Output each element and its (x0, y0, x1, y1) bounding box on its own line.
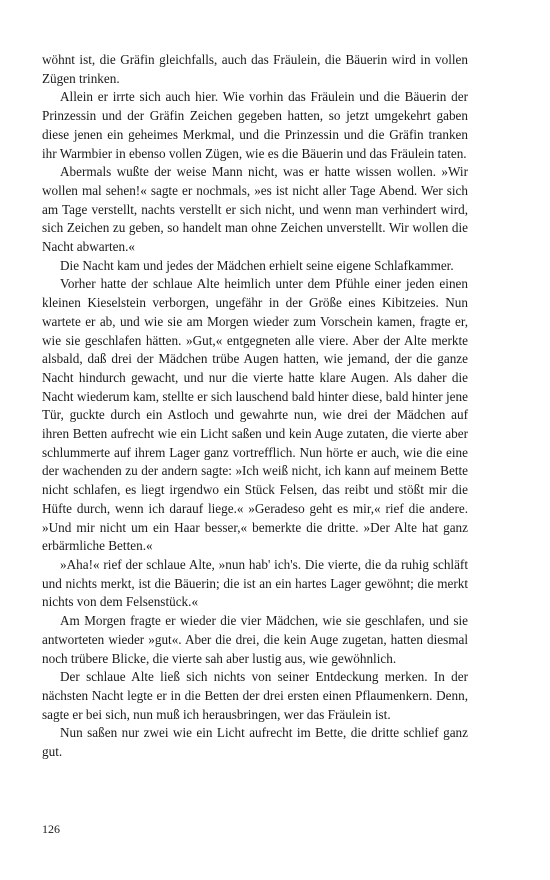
body-text (42, 51, 468, 762)
paragraph: »Aha!« rief der schlaue Alte, »nun hab' ich's. Die vierte, die da ruhig schläft und nichts merkt, ist die Bäuerin; die ist an ein hartes Lager gewöhnt; die merkt nichts von dem Felsenstück.« (42, 556, 468, 610)
paragraph: Nun saßen nur zwei wie ein Licht aufrecht im Bette, die dritte schlief ganz gut. (42, 725, 468, 760)
paragraph-continuation: wöhnt ist, die Gräfin gleichfalls, auch das Fräulein, die Bäuerin wird in vollen Zügen trinken. (42, 52, 468, 86)
paragraph: Am Morgen fragte er wieder die vier Mädchen, wie sie geschlafen, und sie antworteten wieder »gut«. Aber die drei, die kein Auge zugetan, hatten diesmal noch trübere Blicke, die vierte sah aber lustig aus, wie gewöhnlich. (42, 613, 468, 666)
page-number: 126 (42, 822, 60, 836)
paragraph: Allein er irrte sich auch hier. Wie vorhin das Fräulein und die Bäuerin der Prinzessin und der Gräfin Zeichen gegeben hatten, so jetzt umgekehrt gaben diese jenen ein geheimes Merkmal, und die Prinzessin und die Gräfin tranken ihr Warmbier in ebenso vollen Zügen, wie es die Bäuerin und das Fräulein taten. (42, 89, 468, 161)
paragraph: Vorher hatte der schlaue Alte heimlich unter dem Pfühle einer jeden einen kleinen Kieselstein verborgen, ungefähr in der Größe eines Kibitzeies. Nun wartete er ab, und wie sie am Morgen wieder zum Vorschein kamen, fragte er, wie sie geschlafen hätten. »Gut,« entgegneten alle viere. Aber der Alte merkte alsbald, daß drei der Mädchen trübe Augen hatten, wie jemand, der die ganze Nacht hindurch gewacht, und nur die vierte hatte klare Augen. Als daher die Nacht wiederum kam, stellte er sich lauschend bald hinter diese, bald hinter jene Tür, guckte durch ein Astloch und gewahrte nun, wie drei der Mädchen auf ihren Betten aufrecht wie ein Licht saßen und kein Auge zutaten, die vierte aber schlummerte auf ihrem Lager ganz vortrefflich. Nun hörte er auch, wie die eine der wachenden zu der andern sagte: »Ich weiß nicht, ich kann auf meinem Bette nicht schlafen, es liegt irgendwo ein Stück Felsen, das reibt und stößt mir die Hüfte durch, wenn ich darauf liege.« »Geradeso geht es mir,« rief die andere. »Und mir nicht um ein Haar besser,« bemerkte die dritte. »Der Alte hat ganz erbärmliche Betten.« (42, 276, 468, 554)
paragraph: Die Nacht kam und jedes der Mädchen erhielt seine eigene Schlafkammer. (60, 257, 454, 273)
paragraph: Der schlaue Alte ließ sich nichts von seiner Entdeckung merken. In der nächsten Nacht legte er in die Betten der drei ersten einen Pflaumenkern. Denn, sagte er bei sich, nun muß ich herausbringen, wer das Fräulein ist. (42, 669, 468, 722)
paragraph: Abermals wußte der weise Mann nicht, was er hatte wissen wollen. »Wir wollen mal sehen!« sagte er nochmals, »es ist nicht aller Tage Abend. Wer sich am Tage verstellt, nachts verstellt er sich nicht, und wenn man verhindert wird, sich Zeichen zu geben, so handelt man ohne Zeichen unverstellt. Wir wollen die Nacht abwarten.« (42, 164, 468, 255)
